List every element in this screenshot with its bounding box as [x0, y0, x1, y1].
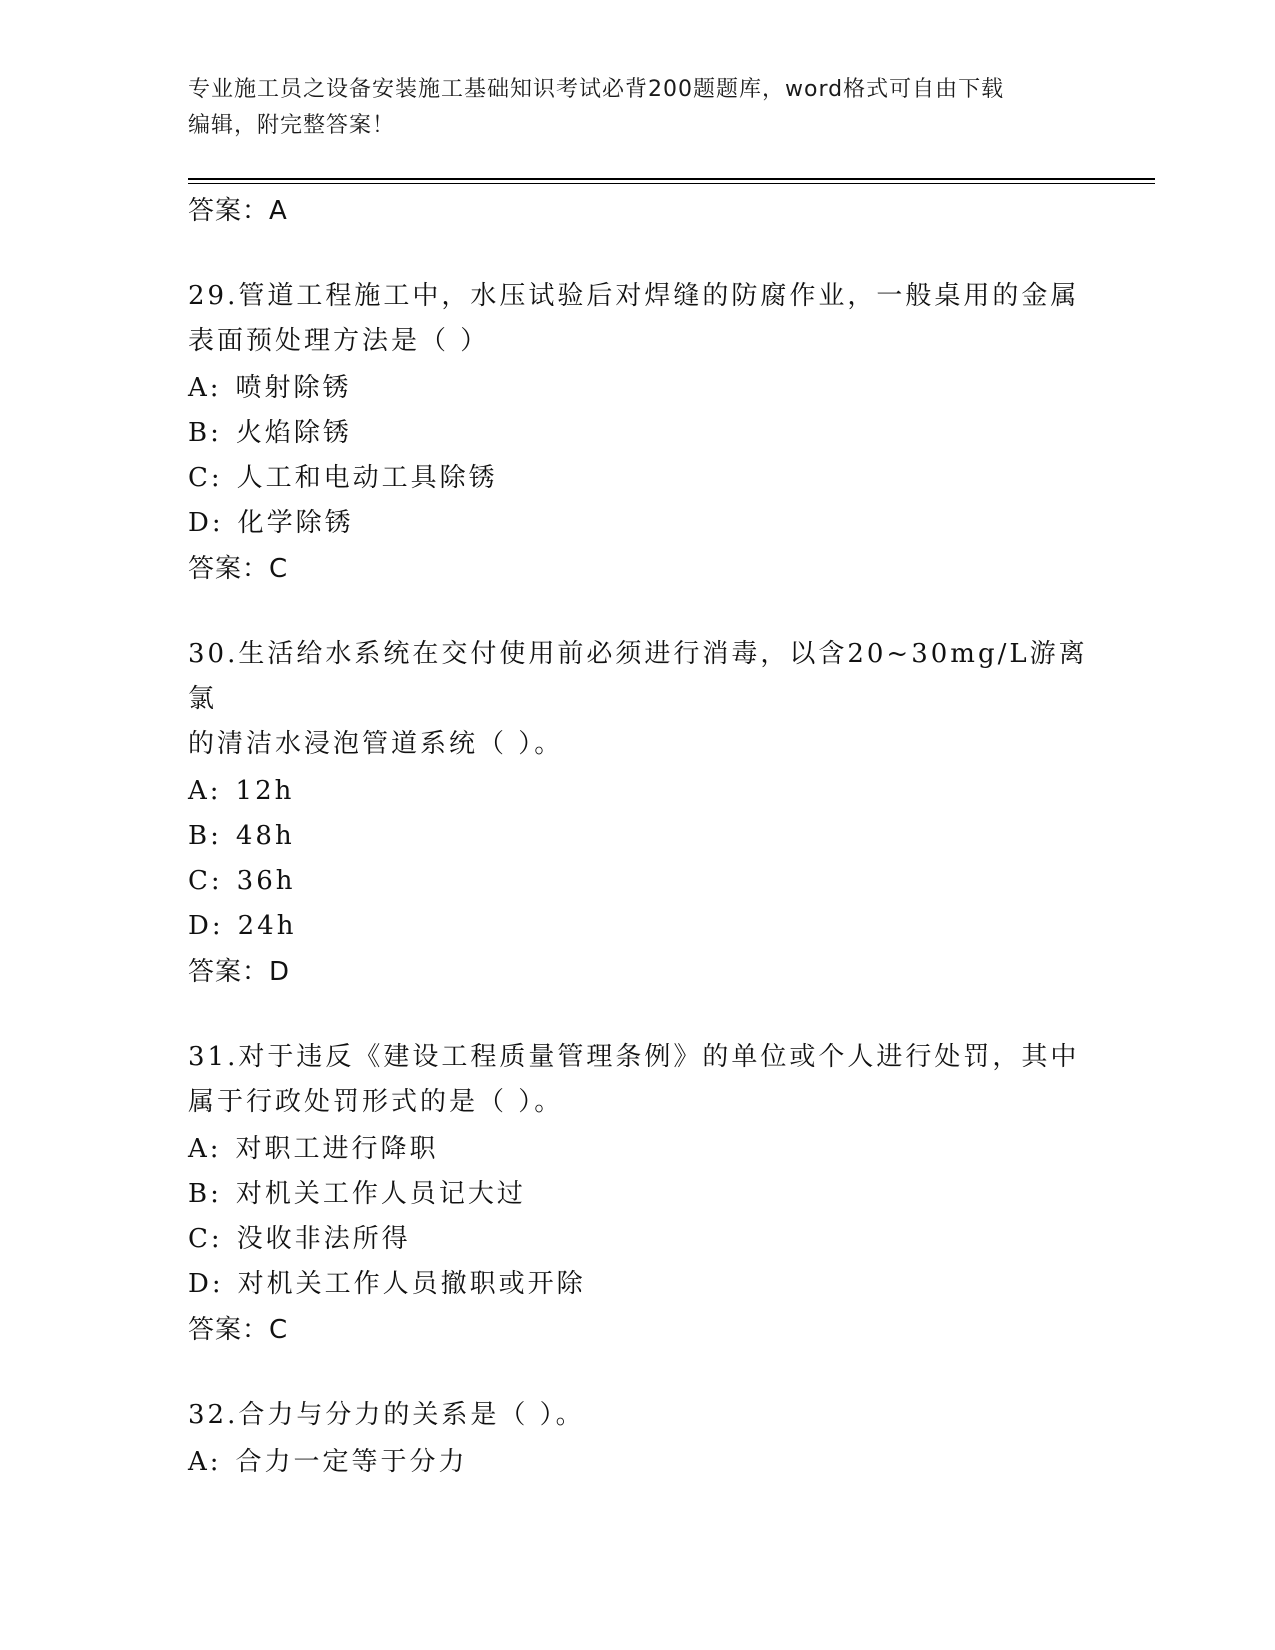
option-c — [188, 859, 1088, 904]
option-key: C: — [188, 866, 223, 896]
question-stem — [188, 632, 1088, 767]
question-stem-line: 表面预处理方法是（ ） — [188, 326, 490, 356]
question-stem-line: 30.生活给水系统在交付使用前必须进行消毒，以含20~30mg/L游离氯 — [188, 639, 1088, 714]
option-c — [188, 1217, 1088, 1262]
option-key: D: — [188, 911, 224, 941]
option-b — [188, 1172, 1088, 1217]
question-stem — [188, 1393, 1088, 1438]
option-c — [188, 456, 1088, 501]
option-text: 对机关工作人员记大过 — [235, 1179, 526, 1209]
answer-line: 答案：A — [188, 196, 288, 226]
option-text: 化学除锈 — [237, 508, 354, 538]
option-text: 喷射除锈 — [235, 373, 352, 403]
option-text: 合力一定等于分力 — [235, 1447, 468, 1477]
question-stem — [188, 1035, 1088, 1125]
answer-line: 答案：D — [188, 957, 291, 987]
option-d — [188, 501, 1088, 546]
option-key: A: — [188, 373, 222, 403]
option-text: 对机关工作人员撤职或开除 — [237, 1269, 586, 1299]
question-stem-line: 29.管道工程施工中，水压试验后对焊缝的防腐作业，一般桌用的金属 — [188, 281, 1080, 311]
header-divider-thin — [188, 183, 1155, 184]
header-divider-thick — [188, 178, 1155, 180]
option-a — [188, 1440, 1088, 1485]
question-list — [188, 188, 1088, 1485]
option-text: 24h — [237, 911, 297, 941]
option-d — [188, 1262, 1088, 1307]
header-line-1: 专业施工员之设备安装施工基础知识考试必背200题题库，word格式可自由下载 — [188, 77, 1005, 102]
option-key: B: — [188, 821, 222, 851]
page-header — [188, 72, 1088, 144]
option-key: C: — [188, 463, 223, 493]
option-key: A: — [188, 1134, 222, 1164]
question-32 — [188, 1393, 1088, 1485]
option-d — [188, 904, 1088, 949]
question-30 — [188, 632, 1088, 995]
question-stem-line: 31.对于违反《建设工程质量管理条例》的单位或个人进行处罚，其中 — [188, 1042, 1080, 1072]
option-key: B: — [188, 418, 222, 448]
option-a — [188, 769, 1088, 814]
option-key: C: — [188, 1224, 223, 1254]
option-a — [188, 1127, 1088, 1172]
question-stem — [188, 274, 1088, 364]
option-text: 没收非法所得 — [236, 1224, 411, 1254]
option-key: A: — [188, 776, 222, 806]
answer-line: 答案：C — [188, 1315, 289, 1345]
option-text: 火焰除锈 — [235, 418, 352, 448]
option-text: 人工和电动工具除锈 — [236, 463, 498, 493]
question-29 — [188, 274, 1088, 592]
option-b — [188, 411, 1088, 456]
question-31 — [188, 1035, 1088, 1353]
question-stem-line: 32.合力与分力的关系是（ ）。 — [188, 1400, 585, 1430]
option-text: 12h — [235, 776, 295, 806]
question-stem-line: 属于行政处罚形式的是（ ）。 — [188, 1087, 564, 1117]
option-key: D: — [188, 508, 224, 538]
answer-line: 答案：C — [188, 554, 289, 584]
option-key: A: — [188, 1447, 222, 1477]
header-line-2: 编辑，附完整答案！ — [188, 113, 396, 138]
question-stem-line: 的清洁水浸泡管道系统（ ）。 — [188, 729, 564, 759]
option-text: 36h — [236, 866, 296, 896]
option-text: 对职工进行降职 — [235, 1134, 439, 1164]
option-key: B: — [188, 1179, 222, 1209]
option-key: D: — [188, 1269, 224, 1299]
option-text: 48h — [235, 821, 295, 851]
option-a — [188, 366, 1088, 411]
option-b — [188, 814, 1088, 859]
